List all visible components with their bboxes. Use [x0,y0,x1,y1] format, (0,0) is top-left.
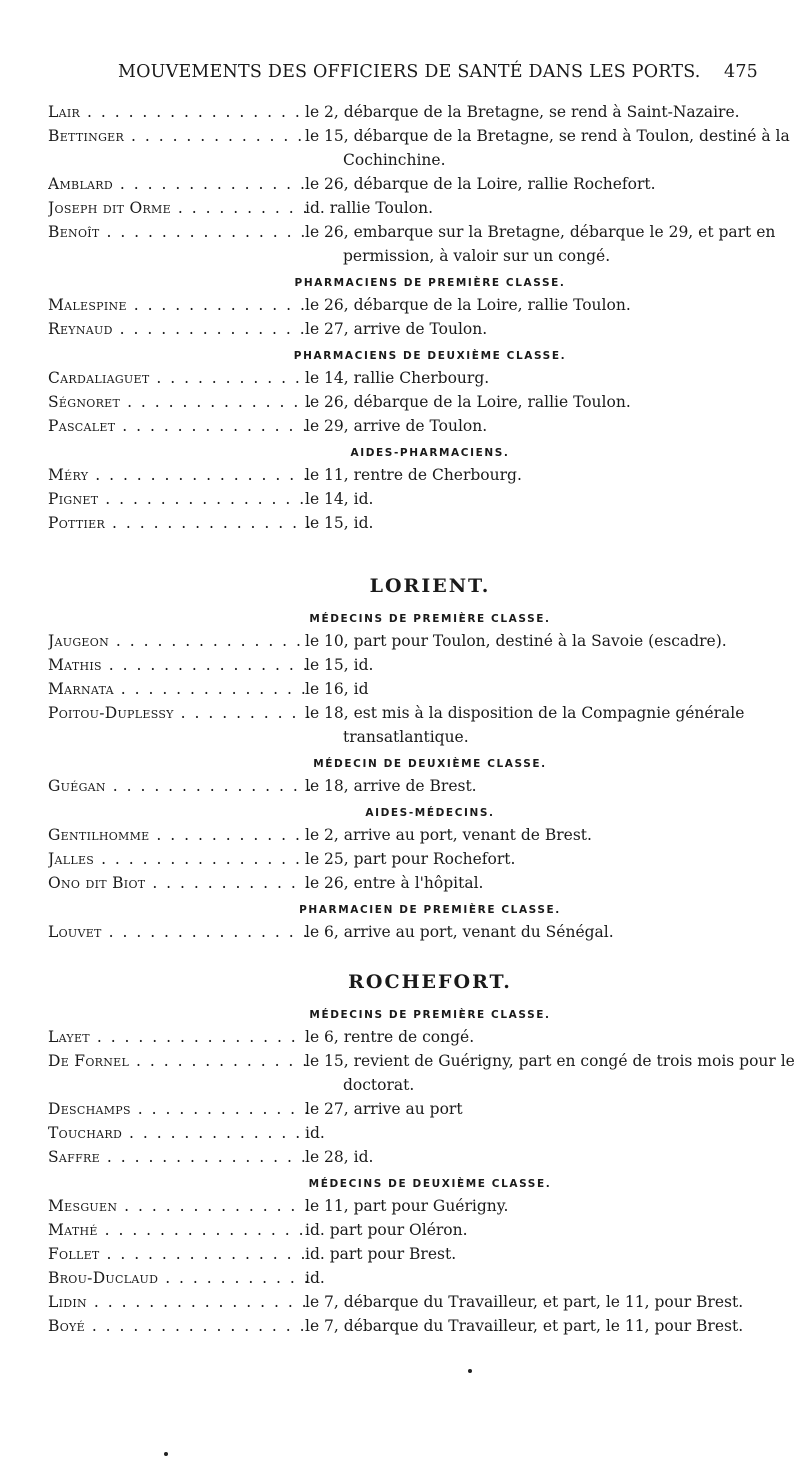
officer-name: Layet . . . [48,1025,310,1049]
rank-heading: MÉDECINS DE PREMIÈRE CLASSE. [309,1009,551,1021]
officer-name: Cardaliaguet . . . [48,366,310,390]
movement-text: le 18, arrive de Brest. [305,777,477,795]
entry-layet [0,1025,800,1049]
movement-text: le 26, entre à l'hôpital. [305,874,484,892]
entry-joseph-dit-orme [0,196,800,220]
rank-heading: MÉDECINS DE PREMIÈRE CLASSE. [309,613,551,625]
movement-text: le 29, arrive de Toulon. [305,417,488,435]
port-heading: ROCHEFORT. [348,971,512,993]
entry-cardaliaguet [0,366,800,390]
entry-bettinger [0,124,800,172]
entry-ono-dit-biot [0,871,800,895]
rank-heading: PHARMACIENS DE PREMIÈRE CLASSE. [294,277,566,289]
officer-name: Guégan . . . [48,774,310,798]
officer-name: Joseph dit Orme . . . [48,196,310,220]
running-header [118,62,758,82]
movement-text: le 28, id. [305,1148,374,1166]
officer-name: Reynaud . . . [48,317,310,341]
rank-heading: AIDES-MÉDECINS. [365,807,495,819]
movement-text: le 6, rentre de congé. [305,1028,475,1046]
entry-lair [0,100,800,124]
movement-text: le 7, débarque du Travailleur, et part, le 11, pour Brest. [305,1293,744,1311]
entry-touchard [0,1121,800,1145]
officer-name: Mathis . . . [48,653,310,677]
officer-name: Malespine . . . [48,293,310,317]
movement-text: le 6, arrive au port, venant du Sénégal. [305,923,614,941]
officer-name: Mathé . . . [48,1218,310,1242]
officer-name: Méry . . . [48,463,310,487]
entry-pignet [0,487,800,511]
movement-text: le 15, id. [305,656,374,674]
entry-jaugeon [0,629,800,653]
movement-text: id. part pour Oléron. [305,1221,468,1239]
movement-text: le 15, débarque de la Bretagne, se rend à Toulon, destiné à la Cochinchine. [305,127,790,169]
movement-text: le 14, rallie Cherbourg. [305,369,490,387]
officer-name: Lair . . . [48,100,310,124]
entry-pottier [0,511,800,535]
officer-name: Louvet . . . [48,920,310,944]
officer-name: Pascalet . . . [48,414,310,438]
officer-name: Pignet . . . [48,487,310,511]
entry-poitou-duplessy [0,701,800,749]
ink-speck [164,1452,168,1456]
ink-speck [468,1369,472,1373]
movement-text: le 15, id. [305,514,374,532]
movement-text: le 26, débarque de la Loire, rallie Toulon. [305,296,631,314]
officer-name: Jaugeon . . . [48,629,310,653]
officer-name: Jalles . . . [48,847,310,871]
officer-name: Marnata . . . [48,677,310,701]
movement-text: le 2, débarque de la Bretagne, se rend à Saint-Nazaire. [305,103,740,121]
movement-text: le 10, part pour Toulon, destiné à la Savoie (escadre). [305,632,727,650]
entry-deschamps [0,1097,800,1121]
officer-name: Pottier . . . [48,511,310,535]
page-title: MOUVEMENTS DES OFFICIERS DE SANTÉ DANS LES PORTS. [118,62,701,82]
officer-name: De Fornel . . . [48,1049,310,1073]
officer-name: Boyé . . . [48,1314,310,1338]
movement-text: le 11, part pour Guérigny. [305,1197,509,1215]
movement-text: le 7, débarque du Travailleur, et part, le 11, pour Brest. [305,1317,744,1335]
officer-name: Mesguen . . . [48,1194,310,1218]
rank-heading: PHARMACIENS DE DEUXIÈME CLASSE. [293,350,567,362]
entry-marnata [0,677,800,701]
entry-reynaud [0,317,800,341]
movement-text: le 26, débarque de la Loire, rallie Toulon. [305,393,631,411]
entry-boye [0,1314,800,1338]
entry-de-fornel [0,1049,800,1097]
movement-text: le 15, revient de Guérigny, part en congé de trois mois pour le doctorat. [305,1052,795,1094]
entry-mathe [0,1218,800,1242]
officer-name: Benoît . . . [48,220,310,244]
entry-saffre [0,1145,800,1169]
entry-pascalet [0,414,800,438]
entry-malespine [0,293,800,317]
rank-heading: MÉDECIN DE DEUXIÈME CLASSE. [313,758,547,770]
movement-text: id. rallie Toulon. [305,199,434,217]
officer-name: Lidin . . . [48,1290,310,1314]
officer-name: Touchard . . . [48,1121,310,1145]
movement-text: le 16, id [305,680,369,698]
movement-text: le 25, part pour Rochefort. [305,850,516,868]
entry-gentilhomme [0,823,800,847]
movement-text: id. [305,1269,325,1287]
officer-name: Follet . . . [48,1242,310,1266]
movement-text: le 14, id. [305,490,374,508]
entry-guegan [0,774,800,798]
officer-name: Poitou-Duplessy . . . [48,701,310,725]
officer-name: Amblard . . . [48,172,310,196]
movement-text: le 26, embarque sur la Bretagne, débarque le 29, et part en permission, à valoir sur un congé. [305,223,776,265]
rank-heading: MÉDECINS DE DEUXIÈME CLASSE. [308,1178,552,1190]
movement-text: le 26, débarque de la Loire, rallie Rochefort. [305,175,656,193]
officer-name: Ono dit Biot . . . [48,871,310,895]
movement-text: le 11, rentre de Cherbourg. [305,466,522,484]
movement-text: le 27, arrive au port [305,1100,463,1118]
officer-name: Gentilhomme . . . [48,823,310,847]
entry-jalles [0,847,800,871]
entry-brou-duclaud [0,1266,800,1290]
movement-text: id. part pour Brest. [305,1245,457,1263]
officer-name: Brou-Duclaud . . . [48,1266,310,1290]
movement-text: id. [305,1124,325,1142]
officer-name: Saffre . . . [48,1145,310,1169]
entry-lidin [0,1290,800,1314]
section-unnamed [0,100,800,535]
entry-mery [0,463,800,487]
section-lorient [0,562,800,944]
entry-louvet [0,920,800,944]
officer-name: Ségnoret . . . [48,390,310,414]
movement-text: le 27, arrive de Toulon. [305,320,488,338]
movement-text: le 2, arrive au port, venant de Brest. [305,826,592,844]
entry-amblard [0,172,800,196]
officer-name: Deschamps . . . [48,1097,310,1121]
page-number: 475 [723,62,758,82]
entry-follet [0,1242,800,1266]
entry-benoit [0,220,800,268]
rank-heading: PHARMACIEN DE PREMIÈRE CLASSE. [299,904,561,916]
rank-heading: AIDES-PHARMACIENS. [350,447,510,459]
entry-mathis [0,653,800,677]
entry-segnoret [0,390,800,414]
section-rochefort [0,958,800,1338]
entry-mesguen [0,1194,800,1218]
officer-name: Bettinger . . . [48,124,310,148]
movement-text: le 18, est mis à la disposition de la Compagnie générale transatlantique. [305,704,745,746]
port-heading: LORIENT. [369,575,491,597]
